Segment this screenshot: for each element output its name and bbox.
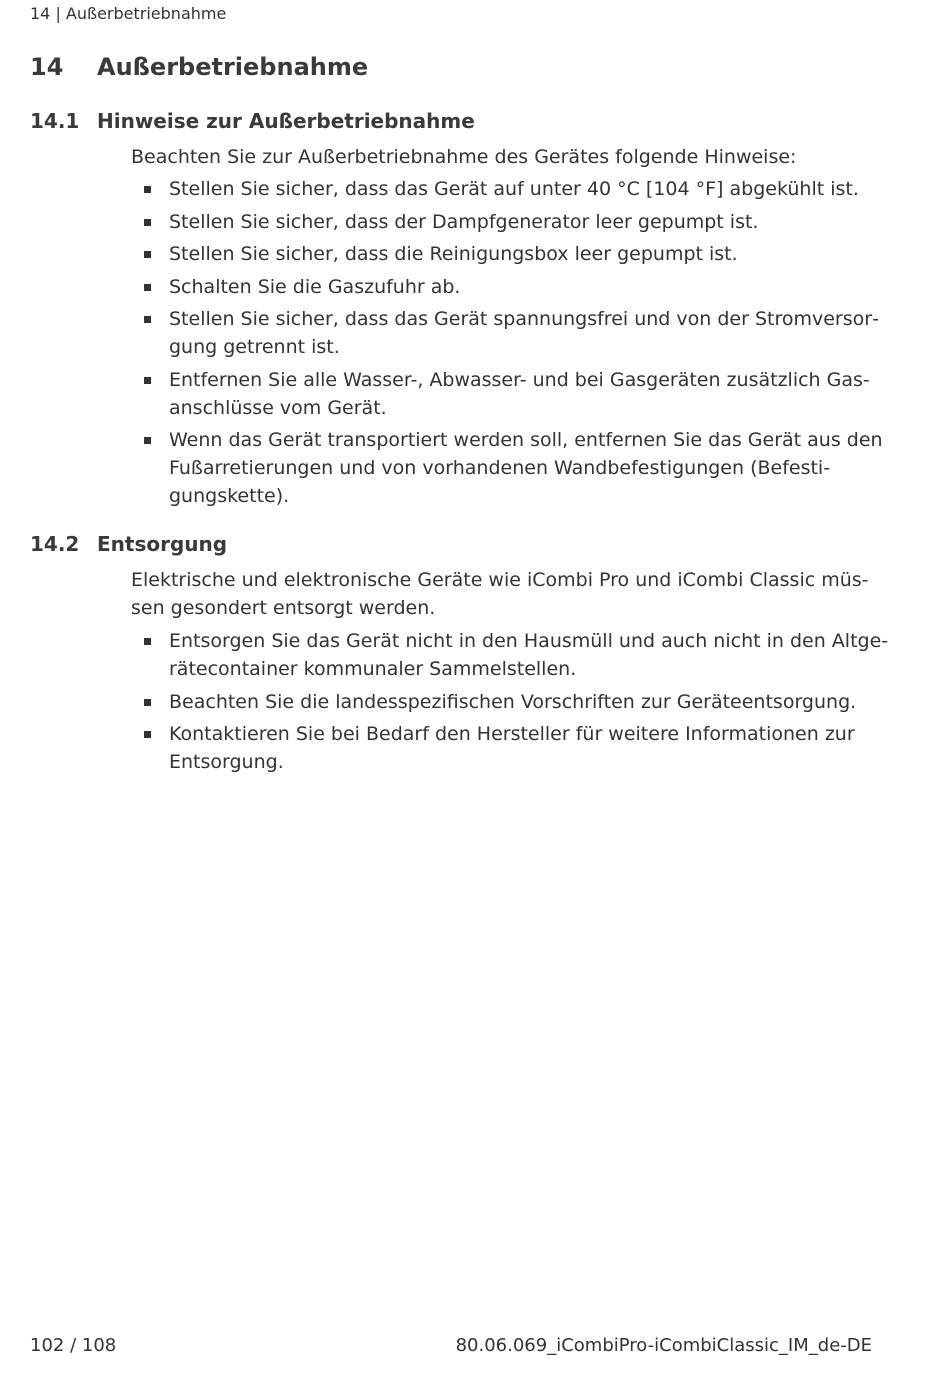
running-header: 14 | Außerbetriebnahme bbox=[30, 4, 227, 23]
bullet-square-icon bbox=[144, 316, 151, 323]
bullet-square-icon bbox=[144, 699, 151, 706]
list-item bbox=[131, 305, 911, 361]
section-number: 14.2 bbox=[30, 532, 80, 556]
list-item-text: Wenn das Gerät transportiert werden soll, entfernen Sie das Gerät aus den Fußarretierungen und von vorhandenen Wandbefestigungen (Befestigungskette). bbox=[169, 429, 883, 507]
bullet-square-icon bbox=[144, 377, 151, 384]
chapter-number: 14 bbox=[30, 53, 64, 81]
list-item-text: Schalten Sie die Gaszufuhr ab. bbox=[169, 275, 461, 298]
bullet-square-icon bbox=[144, 186, 151, 193]
section-intro: Beachten Sie zur Außerbetriebnahme des Gerätes folgende Hinweise: bbox=[131, 146, 797, 168]
section-heading-14-2 bbox=[30, 532, 227, 556]
bullet-list-14-2 bbox=[131, 627, 911, 781]
bullet-square-icon bbox=[144, 638, 151, 645]
section-heading-14-1 bbox=[30, 109, 475, 133]
list-item-text: Kontaktieren Sie bei Bedarf den Hersteller für weitere Informationen zur Entsorgung. bbox=[169, 723, 855, 773]
list-item bbox=[131, 688, 911, 716]
bullet-list-14-1 bbox=[131, 175, 911, 515]
list-item bbox=[131, 627, 911, 683]
bullet-square-icon bbox=[144, 731, 151, 738]
list-item bbox=[131, 720, 911, 776]
section-number: 14.1 bbox=[30, 109, 80, 133]
list-item-text: Stellen Sie sicher, dass der Dampfgenerator leer gepumpt ist. bbox=[169, 210, 759, 233]
bullet-square-icon bbox=[144, 219, 151, 226]
list-item-text: Entsorgen Sie das Gerät nicht in den Hausmüll und auch nicht in den Altgerätecontainer kommunaler Sammelstellen. bbox=[169, 630, 889, 680]
list-item-text: Beachten Sie die landesspezifischen Vorschriften zur Geräteentsorgung. bbox=[169, 690, 857, 713]
list-item bbox=[131, 366, 911, 422]
page-number: 102 / 108 bbox=[30, 1335, 117, 1356]
bullet-square-icon bbox=[144, 251, 151, 258]
bullet-square-icon bbox=[144, 284, 151, 291]
list-item bbox=[131, 240, 911, 268]
list-item bbox=[131, 273, 911, 301]
list-item-text: Stellen Sie sicher, dass das Gerät spannungsfrei und von der Stromversorgung getrennt ist. bbox=[169, 308, 879, 358]
section-intro: Elektrische und elektronische Geräte wie iCombi Pro und iCombi Classic müssen gesondert entsorgt werden. bbox=[131, 569, 869, 619]
section-title: Hinweise zur Außerbetriebnahme bbox=[97, 109, 475, 133]
document-id: 80.06.069_iCombiPro-iCombiClassic_IM_de-DE bbox=[455, 1335, 872, 1356]
list-item bbox=[131, 426, 911, 510]
list-item bbox=[131, 175, 911, 203]
list-item bbox=[131, 208, 911, 236]
list-item-text: Stellen Sie sicher, dass das Gerät auf unter 40 °C [104 °F] abgekühlt ist. bbox=[169, 178, 859, 200]
bullet-square-icon bbox=[144, 437, 151, 444]
chapter-title: Außerbetriebnahme bbox=[97, 53, 369, 81]
list-item-text: Entfernen Sie alle Wasser-, Abwasser- und bei Gasgeräten zusätzlich Gasanschlüsse vom Gerät. bbox=[169, 368, 870, 419]
list-item-text: Stellen Sie sicher, dass die Reinigungsbox leer gepumpt ist. bbox=[169, 243, 738, 265]
section-title: Entsorgung bbox=[97, 532, 228, 556]
chapter-heading bbox=[30, 53, 368, 81]
